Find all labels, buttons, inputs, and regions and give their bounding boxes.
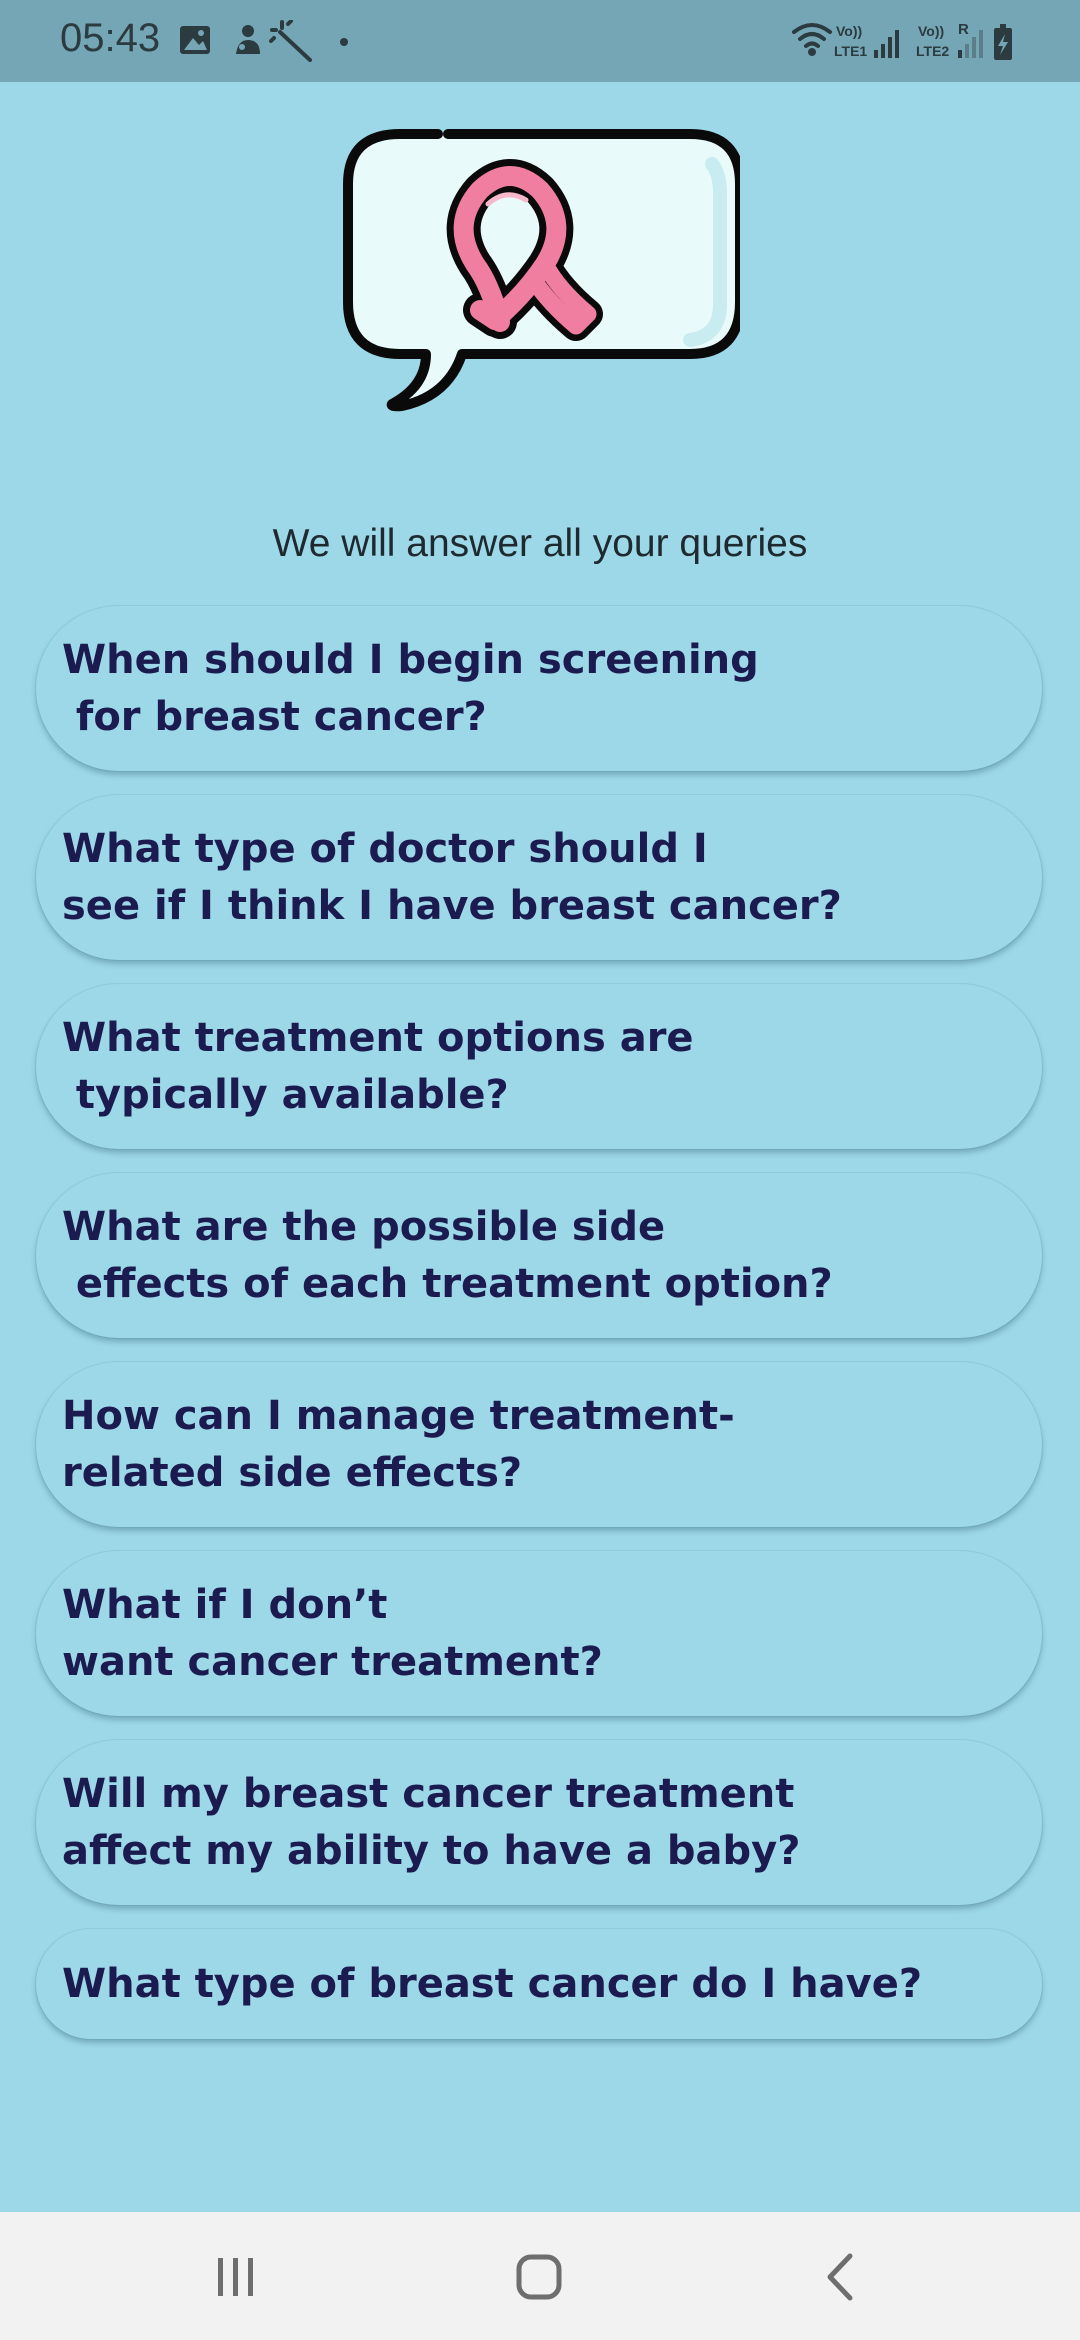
question-button-cancer-type[interactable]	[36, 1929, 1042, 2039]
question-button-manage-side-effects[interactable]	[36, 1362, 1042, 1527]
question-label: What type of doctor should I see if I think I have breast cancer?	[62, 825, 842, 929]
question-label: How can I manage treatment- related side effects?	[62, 1392, 735, 1496]
question-label: What type of breast cancer do I have?	[62, 1960, 923, 2007]
app-content	[0, 82, 1080, 2212]
gallery-icon	[180, 26, 210, 54]
question-label: What are the possible side effects of each treatment option?	[62, 1203, 833, 1307]
home-icon[interactable]	[504, 2242, 574, 2312]
back-icon[interactable]	[806, 2242, 876, 2312]
system-nav-bar	[0, 2212, 1080, 2340]
recents-icon[interactable]	[200, 2242, 270, 2312]
battery-charging-icon	[994, 24, 1012, 60]
svg-text:Vo)): Vo))	[918, 23, 945, 39]
status-right-icons	[792, 18, 1032, 64]
status-left-icons	[176, 20, 366, 64]
question-button-screening[interactable]	[36, 606, 1042, 771]
magic-wand-icon	[271, 21, 310, 60]
question-button-side-effects[interactable]	[36, 1173, 1042, 1338]
signal-sim2-icon	[916, 21, 983, 59]
question-label: What if I don’t want cancer treatment?	[62, 1581, 603, 1685]
assistant-icon	[236, 25, 260, 54]
question-button-treatment-options[interactable]	[36, 984, 1042, 1149]
svg-text:LTE2: LTE2	[916, 43, 950, 59]
question-button-doctor-type[interactable]	[36, 795, 1042, 960]
svg-text:R: R	[958, 21, 969, 38]
pink-ribbon-speech-bubble-icon	[340, 104, 740, 450]
question-label: When should I begin screening for breast cancer?	[62, 636, 759, 740]
svg-text:LTE1: LTE1	[834, 43, 868, 59]
page-subtitle: We will answer all your queries	[272, 522, 808, 565]
status-time: 05:43	[60, 16, 161, 60]
wifi-icon	[794, 25, 830, 54]
dot-icon	[340, 38, 348, 46]
question-button-fertility[interactable]	[36, 1740, 1042, 1905]
status-bar	[0, 0, 1080, 82]
question-label: What treatment options are typically available?	[62, 1014, 694, 1118]
svg-text:Vo)): Vo))	[836, 23, 863, 39]
question-label: Will my breast cancer treatment affect my ability to have a baby?	[62, 1770, 801, 1874]
question-button-no-treatment[interactable]	[36, 1551, 1042, 1716]
signal-sim1-icon	[834, 23, 899, 59]
